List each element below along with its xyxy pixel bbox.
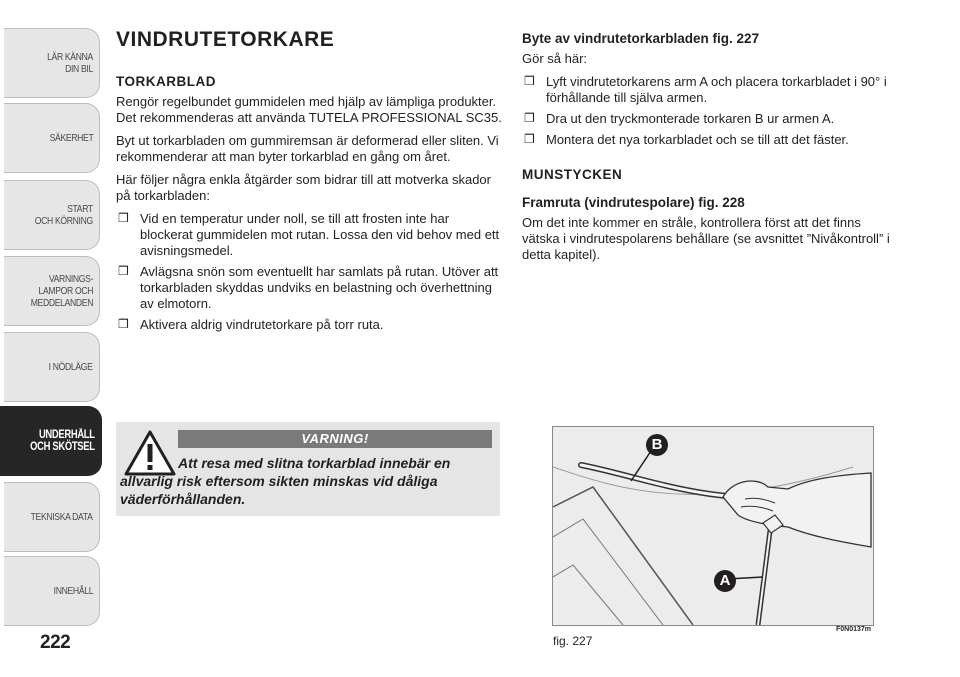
- bullet-list: [116, 211, 504, 333]
- list-item: ❒ Vid en temperatur under noll, se till att frosten inte har blockerat gummidelen mot rutan. Lossa den vid behov med ett avisningsmedel.: [118, 211, 500, 258]
- list-item: ❒ Lyft vindrutetorkarens arm A och placera torkarbladet i 90° i förhållande till själva armen.: [524, 74, 887, 105]
- section-heading: MUNSTYCKEN: [522, 167, 623, 182]
- tab-underhall-och-skotsel[interactable]: [0, 406, 102, 476]
- checkbox-bullet-icon: ❒: [524, 132, 535, 146]
- warning-heading: VARNING!: [178, 430, 492, 448]
- paragraph: Rengör regelbundet gummidelen med hjälp av lämpliga produkter. Det rekommenderas att använda TUTELA PROFESSIONAL SC35.: [116, 94, 502, 125]
- callout-a-label: A: [719, 572, 731, 589]
- right-column: [522, 31, 894, 270]
- paragraph: Gör så här:: [522, 51, 588, 66]
- paragraph: Byt ut torkarbladen om gummiremsan är deformerad eller sliten. Vi rekommenderar att man byter torkarblad en gång om året.: [116, 133, 499, 164]
- tab-sakerhet[interactable]: [4, 103, 100, 173]
- paragraph: Här följer några enkla åtgärder som bidrar till att motverka skador på torkarbladen:: [116, 172, 491, 203]
- tab-varningslampor[interactable]: [4, 256, 100, 326]
- tab-label: I NÖDLÄGE: [49, 361, 93, 373]
- warning-box: [116, 422, 500, 516]
- subsection-heading: Byte av vindrutetorkarbladen fig. 227: [522, 31, 760, 46]
- tab-label: INNEHÅLL: [53, 585, 93, 597]
- tab-label: TEKNISKA DATA: [31, 511, 93, 523]
- tab-label: VARNINGS- LAMPOR OCH MEDDELANDEN: [30, 273, 93, 309]
- list-item: ❒ Avlägsna snön som eventuellt har samlats på rutan. Utöver att torkarbladen skyddas undviks en belastning och överhettning av elmotorn.: [118, 264, 499, 311]
- tab-label: SÄKERHET: [49, 132, 93, 144]
- chapter-sidebar: [0, 0, 102, 640]
- tab-i-nodlage[interactable]: [4, 332, 100, 402]
- wiper-illustration: [553, 427, 873, 625]
- checkbox-bullet-icon: ❒: [524, 74, 535, 88]
- list-item: ❒ Montera det nya torkarbladet och se till att det fäster.: [524, 132, 849, 147]
- tab-label: UNDERHÅLL OCH SKÖTSEL: [30, 429, 95, 453]
- step-list: [522, 74, 894, 148]
- section-heading: TORKARBLAD: [116, 74, 216, 89]
- checkbox-bullet-icon: ❒: [118, 211, 129, 225]
- tab-label: LÄR KÄNNA DIN BIL: [47, 51, 93, 75]
- checkbox-bullet-icon: ❒: [524, 111, 535, 125]
- callout-b-label: B: [651, 436, 663, 453]
- figure-wiper-illustration: [552, 426, 874, 626]
- subsection-heading: Framruta (vindrutespolare) fig. 228: [522, 195, 745, 210]
- page-title: VINDRUTETORKARE: [116, 28, 335, 51]
- tab-lar-kanna-din-bil[interactable]: [4, 28, 100, 98]
- left-column: [116, 28, 504, 340]
- list-item: ❒ Aktivera aldrig vindrutetorkare på torr ruta.: [118, 317, 384, 332]
- page-number: 222: [40, 632, 71, 653]
- list-item: ❒ Dra ut den tryckmonterade torkaren B ur armen A.: [524, 111, 835, 126]
- figure-caption: fig. 227: [553, 634, 593, 648]
- checkbox-bullet-icon: ❒: [118, 317, 129, 331]
- warning-text: Att resa med slitna torkarblad innebär en allvarlig risk eftersom sikten minskas vid dåliga väderförhållanden.: [120, 455, 451, 507]
- checkbox-bullet-icon: ❒: [118, 264, 129, 278]
- tab-tekniska-data[interactable]: [4, 482, 100, 552]
- tab-label: START OCH KÖRNING: [34, 203, 93, 227]
- tab-start-och-korning[interactable]: [4, 180, 100, 250]
- tab-innehall[interactable]: [4, 556, 100, 626]
- figure-code: F0N0137m: [836, 626, 872, 633]
- paragraph: Om det inte kommer en stråle, kontrollera först att det finns vätska i vindrutespolarens behållare (se avsnittet ”Nivåkontroll” i detta kapitel).: [522, 215, 890, 262]
